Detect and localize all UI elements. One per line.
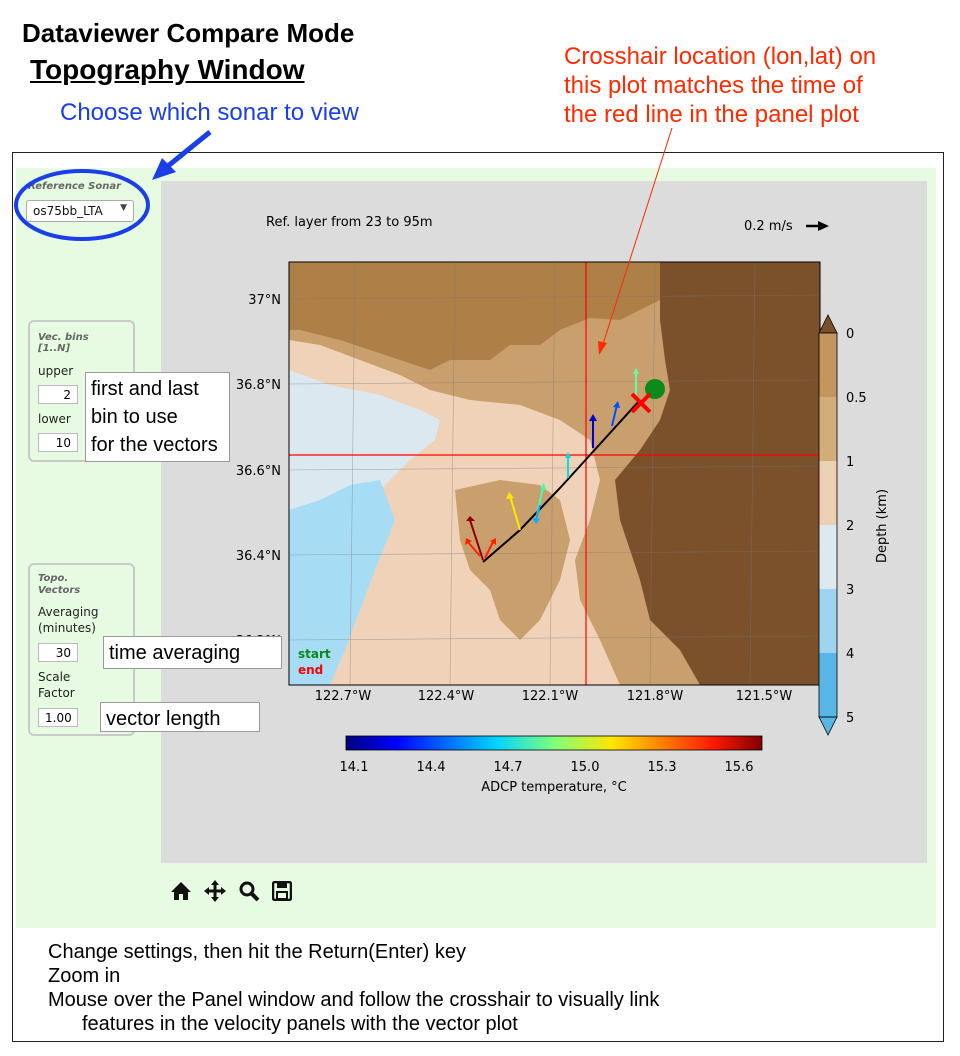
topo-vectors-header-line: Topo. (38, 573, 69, 584)
scale-arrow-label: 0.2 m/s (744, 219, 793, 234)
x-tick: 121.5°W (735, 689, 793, 704)
chevron-down-icon: ▼ (120, 203, 127, 213)
lower-label: lower (38, 412, 71, 426)
depth-colorbar-band (819, 461, 837, 525)
scale-arrow-icon (806, 221, 829, 231)
bins-callout (85, 372, 230, 462)
x-tick: 122.1°W (521, 689, 579, 704)
scale-factor-input[interactable]: 1.00 (38, 708, 78, 727)
end-label: end (298, 663, 324, 677)
depth-colorbar-band (819, 333, 837, 397)
y-tick: 36.8°N (235, 378, 281, 393)
instruction-line: Zoom in (48, 965, 121, 987)
instructions (48, 940, 659, 1036)
averaging-input[interactable]: 30 (38, 643, 78, 662)
instruction-line: Mouse over the Panel window and follow the crosshair to visually link (48, 989, 660, 1011)
depth-colorbar (819, 315, 837, 735)
y-tick: 36.4°N (235, 549, 281, 564)
depth-tick: 4 (846, 647, 855, 662)
start-label: start (298, 647, 331, 661)
ref-layer-text: Ref. layer from 23 to 95m (266, 215, 433, 230)
vec-bins-header-line: [1..N] (38, 343, 71, 354)
depth-tick: 0.5 (846, 391, 867, 406)
temp-tick: 15.0 (570, 760, 600, 775)
depth-tick: 3 (846, 583, 855, 598)
x-tick: 121.8°W (626, 689, 684, 704)
depth-colorbar-band (819, 653, 837, 717)
instruction-line: features in the velocity panels with the vector plot (82, 1013, 518, 1035)
depth-colorbar-band (819, 589, 837, 653)
depth-tick: 1 (846, 455, 855, 470)
map (289, 262, 820, 685)
crosshair-note-line: this plot matches the time of (564, 72, 863, 99)
bins-callout-line: first and last (91, 378, 199, 400)
depth-tick: 2 (846, 519, 855, 534)
home-icon[interactable] (170, 881, 192, 907)
vec-bins-header-line: Vec. bins (38, 332, 89, 343)
sonar-note: Choose which sonar to view (60, 99, 359, 126)
temp-tick: 14.7 (493, 760, 523, 775)
zoom-icon[interactable] (238, 880, 260, 908)
depth-colorbar-band (819, 525, 837, 589)
temperature-colorbar (346, 736, 762, 750)
bins-callout-line: for the vectors (91, 434, 218, 456)
depth-tick: 0 (846, 327, 855, 342)
scale-label-line: Scale (38, 670, 71, 684)
averaging-label-line: Averaging (38, 605, 99, 619)
y-tick: 36.6°N (235, 464, 281, 479)
temp-tick: 15.6 (724, 760, 754, 775)
depth-colorbar-top-extend (819, 315, 837, 333)
scale-callout: vector length (100, 702, 260, 732)
plot-toolbar (170, 880, 292, 908)
title-line-2: Topography Window (30, 54, 305, 85)
depth-colorbar-bottom-extend (819, 717, 837, 735)
bins-callout-line: bin to use (91, 406, 178, 428)
averaging-label-line: (minutes) (38, 621, 96, 635)
temp-tick: 15.3 (647, 760, 677, 775)
temp-tick: 14.1 (339, 760, 369, 775)
depth-tick: 5 (846, 711, 855, 726)
depth-colorbar-label: Depth (km) (875, 488, 890, 564)
pan-icon[interactable] (204, 880, 226, 908)
reference-sonar-header: Reference Sonar (28, 181, 122, 192)
title-line-1: Dataviewer Compare Mode (22, 18, 355, 48)
reference-sonar-value: os75bb_LTA (33, 204, 103, 218)
crosshair-note-line: Crosshair location (lon,lat) on (564, 43, 877, 70)
depth-colorbar-band (819, 397, 837, 461)
blue-arrow-icon (152, 132, 210, 180)
sonar-highlight-ellipse (16, 171, 148, 239)
upper-bin-input[interactable]: 2 (38, 385, 78, 404)
crosshair-note-line: the red line in the panel plot (564, 101, 859, 128)
save-icon[interactable] (272, 881, 292, 907)
x-tick: 122.4°W (417, 689, 475, 704)
topo-vectors-header-line: Vectors (38, 585, 81, 596)
lower-bin-input[interactable]: 10 (38, 433, 78, 452)
y-tick: 37°N (248, 293, 281, 308)
temperature-colorbar-label: ADCP temperature, °C (481, 780, 627, 795)
upper-label: upper (38, 364, 74, 378)
temp-tick: 14.4 (416, 760, 446, 775)
scale-label-line: Factor (38, 686, 75, 700)
instruction-line: Change settings, then hit the Return(Enter) key (48, 941, 467, 963)
x-tick: 122.7°W (314, 689, 372, 704)
averaging-callout: time averaging (103, 636, 282, 669)
